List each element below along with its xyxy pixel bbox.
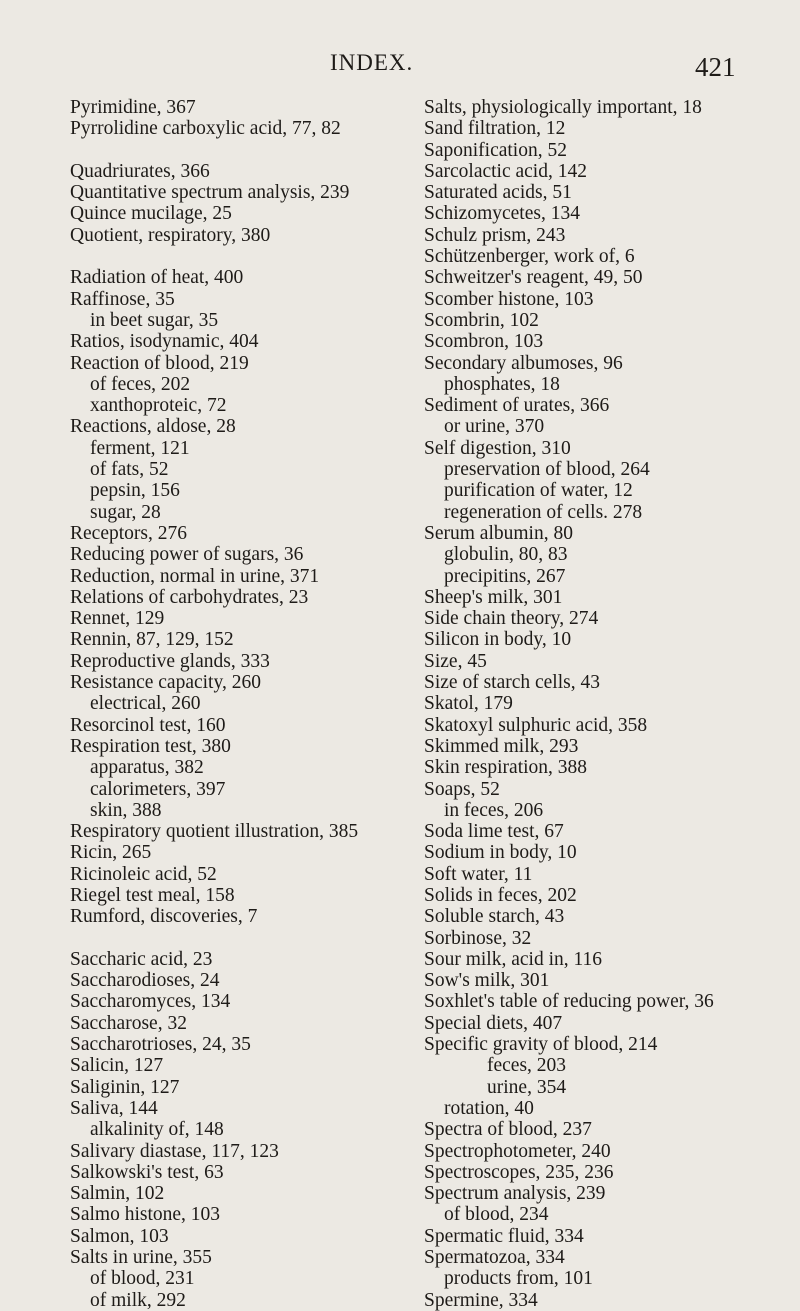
index-entry: Saponification, 52 — [424, 139, 567, 161]
index-entry: Rumford, discoveries, 7 — [70, 906, 258, 928]
index-subentry: of blood, 231 — [90, 1268, 195, 1290]
index-entry: Salts in urine, 355 — [70, 1247, 212, 1269]
index-entry: Saliva, 144 — [70, 1097, 158, 1119]
index-subentry: globulin, 80, 83 — [444, 544, 568, 566]
index-entry: Quince mucilage, 25 — [70, 203, 232, 225]
index-subentry: xanthoproteic, 72 — [90, 395, 227, 417]
index-subentry: of fats, 52 — [90, 459, 169, 481]
index-entry: Schweitzer's reagent, 49, 50 — [424, 267, 643, 289]
section-gap — [70, 140, 410, 161]
index-entry: Sodium in body, 10 — [424, 842, 577, 864]
index-entry: Salts, physiologically important, 18 — [424, 97, 702, 118]
index-entry: Saccharose, 32 — [70, 1012, 187, 1034]
index-entry: Scombrin, 102 — [424, 309, 539, 331]
index-entry: Schizomycetes, 134 — [424, 203, 580, 225]
index-entry: Rennin, 87, 129, 152 — [70, 629, 234, 651]
index-entry: Self digestion, 310 — [424, 437, 571, 459]
running-head — [0, 50, 800, 82]
index-entry: Salkowski's test, 63 — [70, 1161, 224, 1183]
index-entry: Spermatozoa, 334 — [424, 1247, 565, 1269]
index-entry: Scomber histone, 103 — [424, 288, 594, 310]
index-entry: Quadriurates, 366 — [70, 160, 210, 182]
index-subentry: in feces, 206 — [444, 799, 544, 821]
index-entry: Saturated acids, 51 — [424, 182, 572, 204]
index-entry: Spermine, 334 — [424, 1289, 538, 1311]
index-entry: Quotient, respiratory, 380 — [70, 224, 271, 246]
index-entry: Schützenberger, work of, 6 — [424, 246, 635, 268]
index-subentry: alkalinity of, 148 — [90, 1119, 224, 1141]
index-entry: Saccharic acid, 23 — [70, 948, 213, 970]
index-entry: Salmon, 103 — [70, 1225, 169, 1247]
index-entry: Ricin, 265 — [70, 842, 152, 864]
index-entry: Soft water, 11 — [424, 863, 533, 885]
index-entry: Special diets, 407 — [424, 1012, 563, 1034]
index-subentry: preservation of blood, 264 — [444, 459, 650, 481]
index-entry: Sow's milk, 301 — [424, 970, 550, 992]
index-entry: Radiation of heat, 400 — [70, 267, 244, 289]
index-subentry: skin, 388 — [90, 799, 162, 821]
index-entry: Skin respiration, 388 — [424, 757, 588, 779]
index-entry: Sour milk, acid in, 116 — [424, 948, 603, 970]
index-entry: Skatoxyl sulphuric acid, 358 — [424, 714, 648, 736]
index-subentry: ferment, 121 — [90, 437, 190, 459]
index-subentry: sugar, 28 — [90, 501, 161, 523]
index-column-left — [70, 97, 410, 1311]
index-entry: Spectrum analysis, 239 — [424, 1183, 606, 1205]
index-entry: Saliginin, 127 — [70, 1076, 180, 1098]
index-entry: Respiration test, 380 — [70, 735, 231, 757]
index-entry: Salicin, 127 — [70, 1055, 164, 1077]
index-entry: Soxhlet's table of reducing power, 36 — [424, 991, 714, 1013]
index-subentry: feces, 203 — [487, 1055, 567, 1077]
index-entry: Respiratory quotient illustration, 385 — [70, 821, 359, 843]
index-entry: Secondary albumoses, 96 — [424, 352, 623, 374]
index-entry: Soda lime test, 67 — [424, 821, 564, 843]
index-entry: Rennet, 129 — [70, 608, 165, 630]
index-entry: Saccharomyces, 134 — [70, 991, 231, 1013]
index-entry: Solids in feces, 202 — [424, 884, 577, 906]
index-entry: Schulz prism, 243 — [424, 224, 566, 246]
index-subentry: of milk, 292 — [90, 1289, 186, 1311]
index-subentry: apparatus, 382 — [90, 757, 204, 779]
index-column-right — [424, 97, 794, 1311]
index-entry: Spermatic fluid, 334 — [424, 1225, 584, 1247]
index-subentry: of feces, 202 — [90, 373, 191, 395]
index-entry: Silicon in body, 10 — [424, 629, 572, 651]
index-entry: Pyrrolidine carboxylic acid, 77, 82 — [70, 118, 341, 140]
index-entry: Specific gravity of blood, 214 — [424, 1034, 658, 1056]
index-subentry: in beet sugar, 35 — [90, 309, 219, 331]
index-entry: Reaction of blood, 219 — [70, 352, 249, 374]
index-entry: Serum albumin, 80 — [424, 522, 573, 544]
index-entry: Raffinose, 35 — [70, 288, 175, 310]
index-entry: Soluble starch, 43 — [424, 906, 565, 928]
index-entry: Pyrimidine, 367 — [70, 97, 196, 118]
index-entry: Size of starch cells, 43 — [424, 672, 600, 694]
index-entry: Quantitative spectrum analysis, 239 — [70, 182, 350, 204]
index-entry: Sarcolactic acid, 142 — [424, 160, 587, 182]
index-subentry: or urine, 370 — [444, 416, 545, 438]
index-entry: Spectroscopes, 235, 236 — [424, 1161, 614, 1183]
index-entry: Ratios, isodynamic, 404 — [70, 331, 259, 353]
index-entry: Reduction, normal in urine, 371 — [70, 565, 320, 587]
index-entry: Relations of carbohydrates, 23 — [70, 586, 309, 608]
index-entry: Riegel test meal, 158 — [70, 884, 235, 906]
index-subentry: calorimeters, 397 — [90, 778, 226, 800]
index-subentry: pepsin, 156 — [90, 480, 180, 502]
index-entry: Sediment of urates, 366 — [424, 395, 610, 417]
index-entry: Salmo histone, 103 — [70, 1204, 221, 1226]
index-subentry: phosphates, 18 — [444, 373, 560, 395]
index-entry: Reproductive glands, 333 — [70, 650, 270, 672]
index-entry: Skimmed milk, 293 — [424, 735, 579, 757]
index-entry: Reducing power of sugars, 36 — [70, 544, 304, 566]
index-subentry: urine, 354 — [487, 1076, 567, 1098]
index-entry: Ricinoleic acid, 52 — [70, 863, 217, 885]
index-entry: Reactions, aldose, 28 — [70, 416, 236, 438]
index-subentry: precipitins, 267 — [444, 565, 566, 587]
index-entry: Size, 45 — [424, 650, 487, 672]
index-entry: Saccharotrioses, 24, 35 — [70, 1034, 251, 1056]
index-entry: Resorcinol test, 160 — [70, 714, 226, 736]
index-entry: Spectrophotometer, 240 — [424, 1140, 611, 1162]
index-entry: Resistance capacity, 260 — [70, 672, 261, 694]
index-entry: Saccharodioses, 24 — [70, 970, 220, 992]
index-subentry: rotation, 40 — [444, 1097, 534, 1119]
index-subentry: electrical, 260 — [90, 693, 201, 715]
index-subentry: of blood, 234 — [444, 1204, 549, 1226]
index-entry: Side chain theory, 274 — [424, 608, 599, 630]
index-entry: Sorbinose, 32 — [424, 927, 532, 949]
index-entry: Skatol, 179 — [424, 693, 513, 715]
index-subentry: products from, 101 — [444, 1268, 593, 1290]
index-subentry: purification of water, 12 — [444, 480, 633, 502]
index-subentry: regeneration of cells. 278 — [444, 501, 643, 523]
index-entry: Salmin, 102 — [70, 1183, 165, 1205]
index-entry: Soaps, 52 — [424, 778, 500, 800]
index-entry: Spectra of blood, 237 — [424, 1119, 592, 1141]
index-entry: Salivary diastase, 117, 123 — [70, 1140, 279, 1162]
index-entry: Receptors, 276 — [70, 522, 187, 544]
running-title: INDEX. — [330, 50, 414, 75]
section-gap — [70, 928, 410, 949]
index-entry: Sand filtration, 12 — [424, 118, 566, 140]
index-entry: Scombron, 103 — [424, 331, 544, 353]
section-gap — [70, 246, 410, 267]
page-number: 421 — [695, 52, 736, 82]
index-entry: Sheep's milk, 301 — [424, 586, 563, 608]
